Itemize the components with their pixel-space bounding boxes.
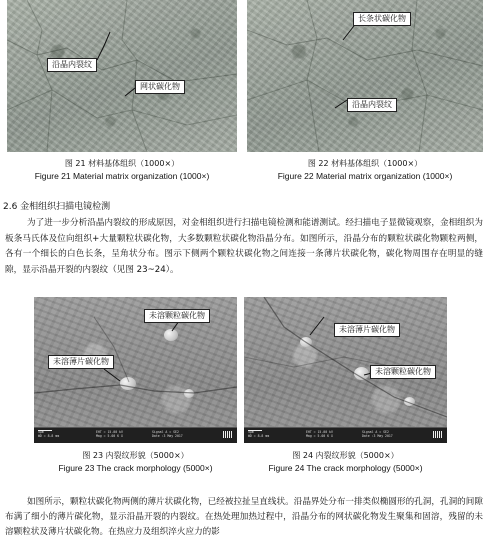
figure-24-caption-en: Figure 24 The crack morphology (5000×) (268, 463, 423, 473)
figure-24-caption-zh: 图 24 内裂纹形貌（5000×） (292, 451, 399, 460)
paragraph-2: 如图所示，颗粒状碳化物两侧的薄片状碳化物，已经被拉扯呈直线状。沿晶界处分布一排类似椭圆形的孔洞，孔洞的间隙布满了细小的薄片碳化物，显示沿晶开裂的内裂纹。在热处理加热过程中，沿晶分布的网状碳化物发生聚集和固溶，残留的未溶颗粒状及薄片状碳化物。在热应力及组织淬火应力的影 (5, 497, 483, 537)
fig22-label-intergranular-crack: 沿晶内裂纹 (347, 98, 397, 112)
fig24-sem-info-right: Signal A = SE2 Date :3 May 2017 (362, 430, 393, 439)
fig24-sem-info-bar (244, 427, 447, 443)
fig23-label-undissolved-granular-carbide: 未溶颗粒碳化物 (144, 309, 210, 323)
fig23-sem-info-mid: EHT = 15.00 kV Mag = 5.00 K X (96, 430, 123, 439)
fig24-label-undissolved-granular-carbide: 未溶颗粒碳化物 (370, 365, 436, 379)
fig23-sem-info-bar (34, 427, 237, 443)
figure-21-grain-lines (7, 0, 237, 152)
fig23-label-undissolved-flake-carbide: 未溶薄片碳化物 (48, 355, 114, 369)
figure-21-caption-zh: 图 21 材料基体组织（1000×） (64, 159, 180, 168)
fig24-zeiss-logo (433, 431, 442, 438)
fig23-sem-info-left: 5µm WD = 8.8 mm (38, 430, 60, 439)
fig23-zeiss-logo (223, 431, 232, 438)
fig24-sem-info-mid: EHT = 15.00 kV Mag = 5.00 K X (306, 430, 333, 439)
fig23-sem-info-right: Signal A = SE2 Date :3 May 2017 (152, 430, 183, 439)
figure-23-caption-zh: 图 23 内裂纹形貌（5000×） (82, 451, 189, 460)
figure-21-image (7, 0, 237, 152)
fig21-label-network-carbide: 网状碳化物 (135, 80, 185, 94)
figure-22-image (247, 0, 483, 152)
fig24-label-undissolved-flake-carbide: 未溶薄片碳化物 (334, 323, 400, 337)
figure-23-image (34, 297, 237, 443)
fig24-sem-info-left: 5µm WD = 8.8 mm (248, 430, 270, 439)
figure-24-image (244, 297, 447, 443)
figure-21-caption-en: Figure 21 Material matrix organization (1000×) (34, 171, 210, 181)
paragraph-1: 为了进一步分析沿晶内裂纹的形成原因，对金相组织进行扫描电镜检测和能谱测试。经扫描电子显微镜观察，金相组织为板条马氏体及位向组织+大量颗粒状碳化物，大多数颗粒状碳化物沿晶分布。如图所示，沿晶分布的颗粒状碳化物颗粒两侧，各有一个细长的白色长条，呈角状分布。图示下侧两个颗粒状碳化物之间连接一条薄片状碳化物，碳化物周围存在明显的缝隙，显示沿晶开裂的内裂纹（见图 23~24）。 (5, 218, 483, 275)
figure-22-caption-en: Figure 22 Material matrix organization (1000×) (277, 171, 453, 181)
fig22-label-long-carbide: 长条状碳化物 (353, 12, 411, 26)
figure-22-caption-zh: 图 22 材料基体组织（1000×） (307, 159, 423, 168)
figure-23-caption-en: Figure 23 The crack morphology (5000×) (58, 463, 213, 473)
fig21-label-intergranular-crack: 沿晶内裂纹 (47, 58, 97, 72)
section-heading: 2.6 金相组织扫描电镜检测 (3, 202, 111, 212)
